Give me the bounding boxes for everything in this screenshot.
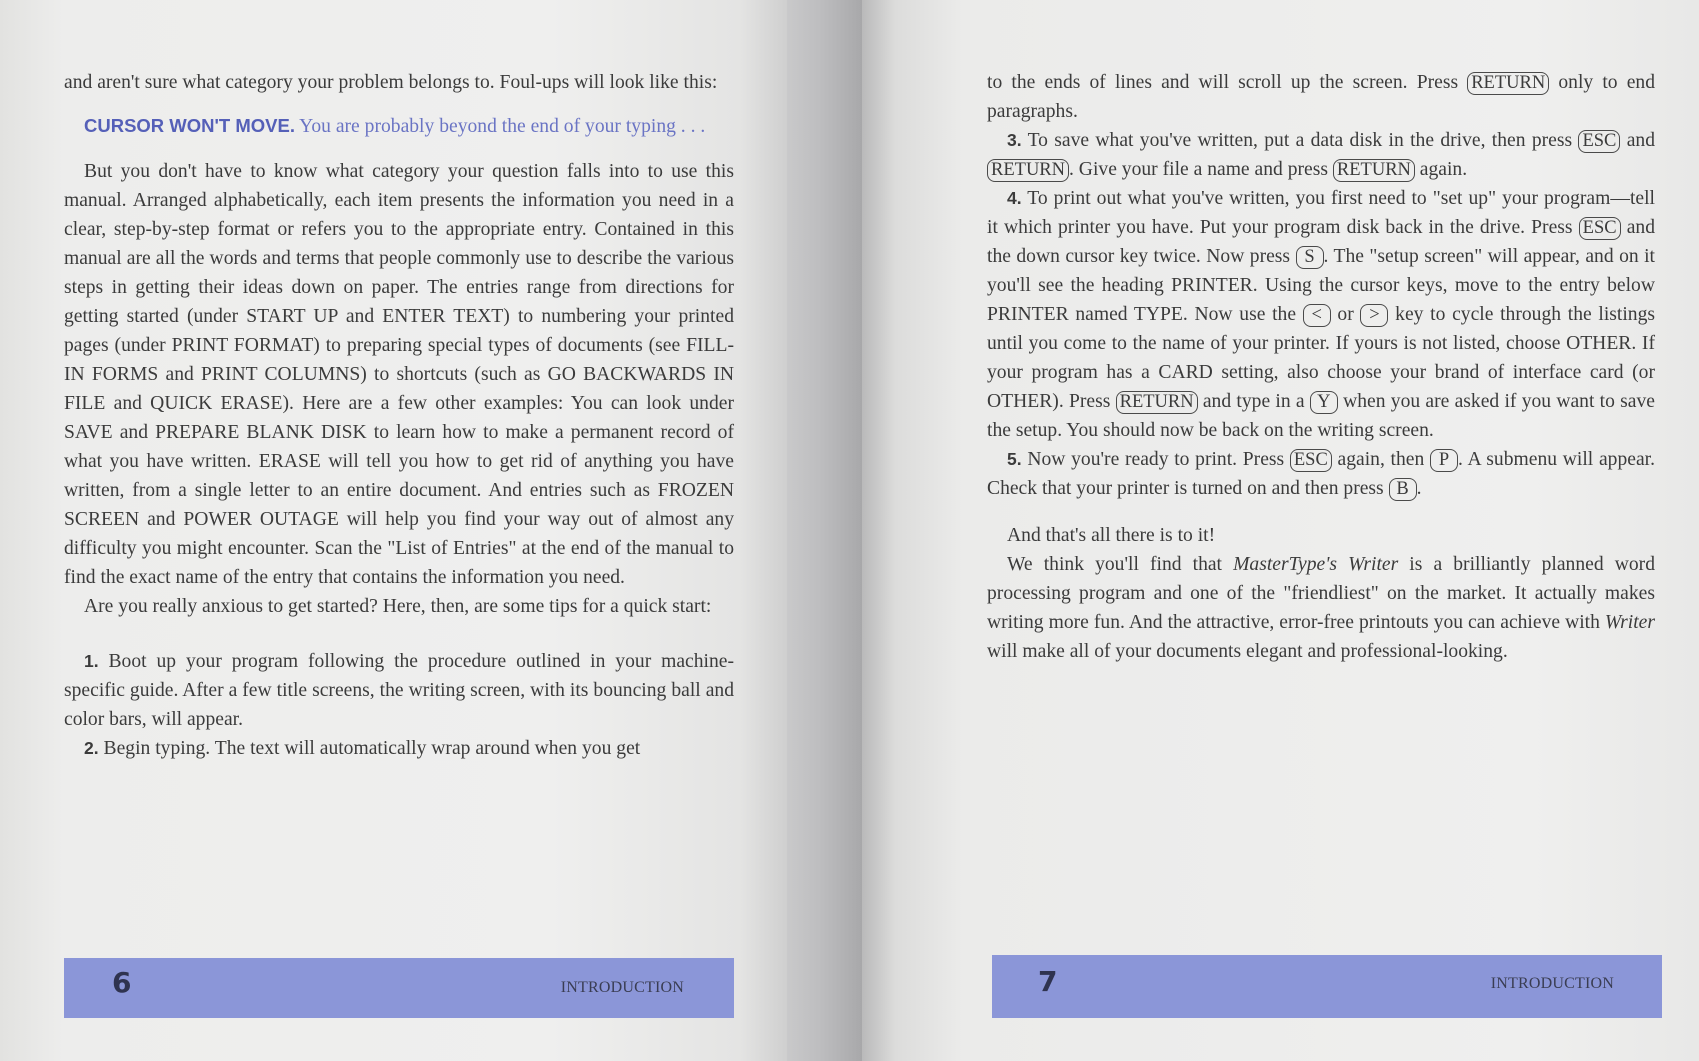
return-key: RETURN xyxy=(1116,391,1198,414)
section-label: INTRODUCTION xyxy=(1490,975,1614,992)
left-page xyxy=(0,0,787,1061)
left-page-text xyxy=(64,68,734,763)
step-2-continued: to the ends of lines and will scroll up the screen. Press RETURN only to end paragraphs. xyxy=(987,72,1655,122)
step-1 xyxy=(64,647,734,734)
product-name-short: Writer xyxy=(1604,612,1655,633)
step-2-text: Begin typing. The text will automatically wrap around when you get xyxy=(98,738,641,759)
esc-key: ESC xyxy=(1578,130,1620,153)
step-4-number: 4. xyxy=(1007,188,1022,208)
left-page-footer xyxy=(64,958,734,1018)
right-page-footer xyxy=(992,955,1662,1018)
left-body-paragraph: But you don't have to know what category your question falls into to use this manual. Arranged alphabetically, each item presents the information you need in a clear, step-by-step format or refers you to the appropriate entry. Contained in this manual are all the words and terms that people commonly use to describe the various steps in getting their ideas down on paper. The entries range from directions for getting started (under START UP and ENTER TEXT) to numbering your printed pages (under PRINT FORMAT) to preparing special types of documents (see FILL-IN FORMS and PRINT COLUMNS) to shortcuts (such as GO BACKWARDS IN FILE and QUICK ERASE). Here are a few other examples: You can look under SAVE and PREPARE BLANK DISK to learn how to make a permanent record of what you have written. ERASE will tell you how to get rid of anything you have written, from a single letter to an entire document. And entries such as FROZEN SCREEN and POWER OUTAGE will help you find your way out of almost any difficulty you might encounter. Scan the "List of Entries" at the end of the manual to find the exact name of the entry that contains the information you need. xyxy=(64,161,734,588)
book-gutter xyxy=(787,0,862,1061)
b-key: B xyxy=(1389,478,1417,501)
step-2 xyxy=(64,734,734,763)
step-5-number: 5. xyxy=(1007,449,1022,469)
greater-than-key: > xyxy=(1360,304,1388,327)
example-foul-up xyxy=(64,111,734,141)
page-number: 7 xyxy=(1038,965,1058,998)
closing-line: And that's all there is to it! xyxy=(1007,525,1216,546)
step-2-number: 2. xyxy=(84,738,99,758)
esc-key: ESC xyxy=(1290,449,1332,472)
closing-paragraph: We think you'll find that MasterType's Writer is a brilliantly planned word processing program and one of the "friendliest" on the market. It actually makes writing more fun. And the attractive, error-free printouts you can achieve with Writer will make all of your documents elegant and professional-looking. xyxy=(987,554,1655,662)
step-1-number: 1. xyxy=(84,651,99,671)
step-3-number: 3. xyxy=(1007,130,1022,150)
esc-key: ESC xyxy=(1579,217,1621,240)
return-key: RETURN xyxy=(1467,72,1549,95)
step-1-text: Boot up your program following the procedure outlined in your machine-specific guide. After a few title screens, the writing screen, with its bouncing ball and color bars, will appear. xyxy=(64,651,734,730)
s-key: S xyxy=(1296,246,1324,269)
example-text: You are probably beyond the end of your typing . . . xyxy=(294,116,706,137)
example-heading: CURSOR WON'T MOVE. xyxy=(84,115,295,136)
left-opening-paragraph: and aren't sure what category your problem belongs to. Foul-ups will look like this: xyxy=(64,72,718,93)
step-4: 4. To print out what you've written, you first need to "set up" your program—tell it which printer you have. Put your program disk back in the drive. Press ESC and the down cursor key twice. Now press S . The "setup screen" will appear, and on it you'll see the heading PRINTER. Using the cursor keys, move to the entry below PRINTER named TYPE. Now use the < or > key to cycle through the listings until you come to the name of your printer. If yours is not listed, choose OTHER. If your program has a CARD setting, also choose your brand of interface card (or OTHER). Press RETURN and type in a Y when you are asked if you want to save the setup. You should now be back on the writing screen. xyxy=(987,188,1656,441)
step-5: 5. Now you're ready to print. Press ESC again, then P . A submenu will appear. Check that your printer is turned on and then press B . xyxy=(987,449,1655,499)
right-page-text xyxy=(987,68,1655,666)
left-quick-start-intro: Are you really anxious to get started? Here, then, are some tips for a quick start: xyxy=(84,596,712,617)
return-key: RETURN xyxy=(987,159,1069,182)
step-3: 3. To save what you've written, put a data disk in the drive, then press ESC and RETURN . Give your file a name and press RETURN again. xyxy=(987,126,1655,184)
product-name: MasterType's Writer xyxy=(1233,554,1399,575)
section-label: INTRODUCTION xyxy=(560,979,684,996)
page-number: 6 xyxy=(112,966,132,999)
less-than-key: < xyxy=(1303,304,1331,327)
right-page xyxy=(862,0,1699,1061)
p-key: P xyxy=(1430,449,1458,472)
return-key: RETURN xyxy=(1333,159,1415,182)
y-key: Y xyxy=(1310,391,1338,414)
